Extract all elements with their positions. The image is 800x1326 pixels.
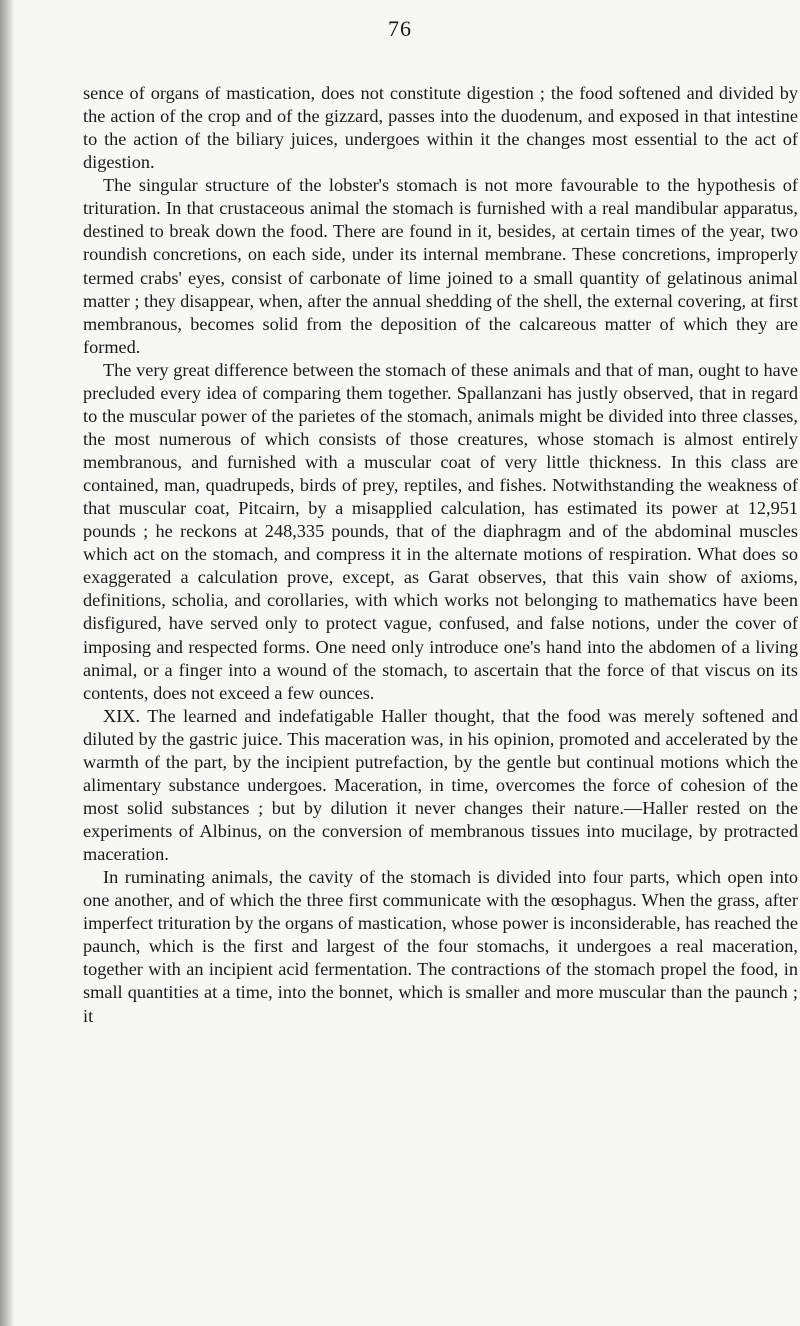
body-text: [83, 82, 798, 1028]
binding-edge: [0, 0, 14, 1326]
paragraph-haller-maceration: XIX. The learned and indefatigable Haller thought, that the food was merely softened and diluted by the gastric juice. This maceration was, in his opinion, promoted and accelerated by the warmth of the part, by the incipient putrefaction, by the gentle but continual motions which the alimentary substance undergoes. Maceration, in time, overcomes the force of cohesion of the most solid substances ; but by dilution it never changes their nature.—Haller rested on the experiments of Albinus, on the conversion of membranous tissues into mucilage, by protracted maceration.: [83, 705, 798, 865]
paragraph-lobster-stomach: The singular structure of the lobster's stomach is not more favourable to the hypothesis of trituration. In that crustaceous animal the stomach is furnished with a real mandibular apparatus, destined to break down the food. There are found in it, besides, at certain times of the year, two roundish concretions, on each side, under its internal membrane. These concretions, improperly termed crabs' eyes, consist of carbonate of lime joined to a small quantity of gelatinous animal matter ; they disappear, when, after the annual shedding of the shell, the external covering, at first membranous, becomes solid from the deposition of the calcareous matter of which they are formed.: [83, 175, 798, 357]
paragraph-continuation: sence of organs of mastication, does not constitute digestion ; the food softened and divided by the action of the crop and of the gizzard, passes into the duodenum, and exposed in that intestine to the action of the biliary juices, undergoes within it the changes most essential to the act of digestion.: [83, 83, 798, 173]
paragraph-ruminating-animals: In ruminating animals, the cavity of the stomach is divided into four parts, which open into one another, and of which the three first communicate with the œsophagus. When the grass, after imperfect trituration by the organs of mastication, whose power is inconsiderable, has reached the paunch, which is the first and largest of the four stomachs, it undergoes a real maceration, together with an incipient acid fermentation. The contractions of the stomach propel the food, in small quantities at a time, into the bonnet, which is smaller and more muscular than the paunch ; it: [83, 867, 798, 1026]
paragraph-stomach-difference: The very great difference between the stomach of these animals and that of man, ought to have precluded every idea of comparing them together. Spallanzani has justly observed, that in regard to the muscular power of the parietes of the stomach, animals might be divided into three classes, the most numerous of which consists of those creatures, whose stomach is almost entirely membranous, and furnished with a muscular coat of very little thickness. In this class are contained, man, quadrupeds, birds of prey, reptiles, and fishes. Notwithstanding the weakness of that muscular coat, Pitcairn, by a misapplied calculation, has estimated its power at 12,951 pounds ; he reckons at 248,335 pounds, that of the diaphragm and of the abdominal muscles which act on the stomach, and compress it in the alternate motions of respiration. What does so exaggerated a calculation prove, except, as Garat observes, that this vain show of axioms, definitions, scholia, and corollaries, with which works not belonging to mathematics have been disfigured, have served only to protect vague, confused, and false notions, under the cover of imposing and respected forms. One need only introduce one's hand into the abdomen of a living animal, or a finger into a wound of the stomach, to ascertain that the force of that viscus on its contents, does not exceed a few ounces.: [83, 359, 798, 703]
page-number: 76: [388, 16, 412, 41]
